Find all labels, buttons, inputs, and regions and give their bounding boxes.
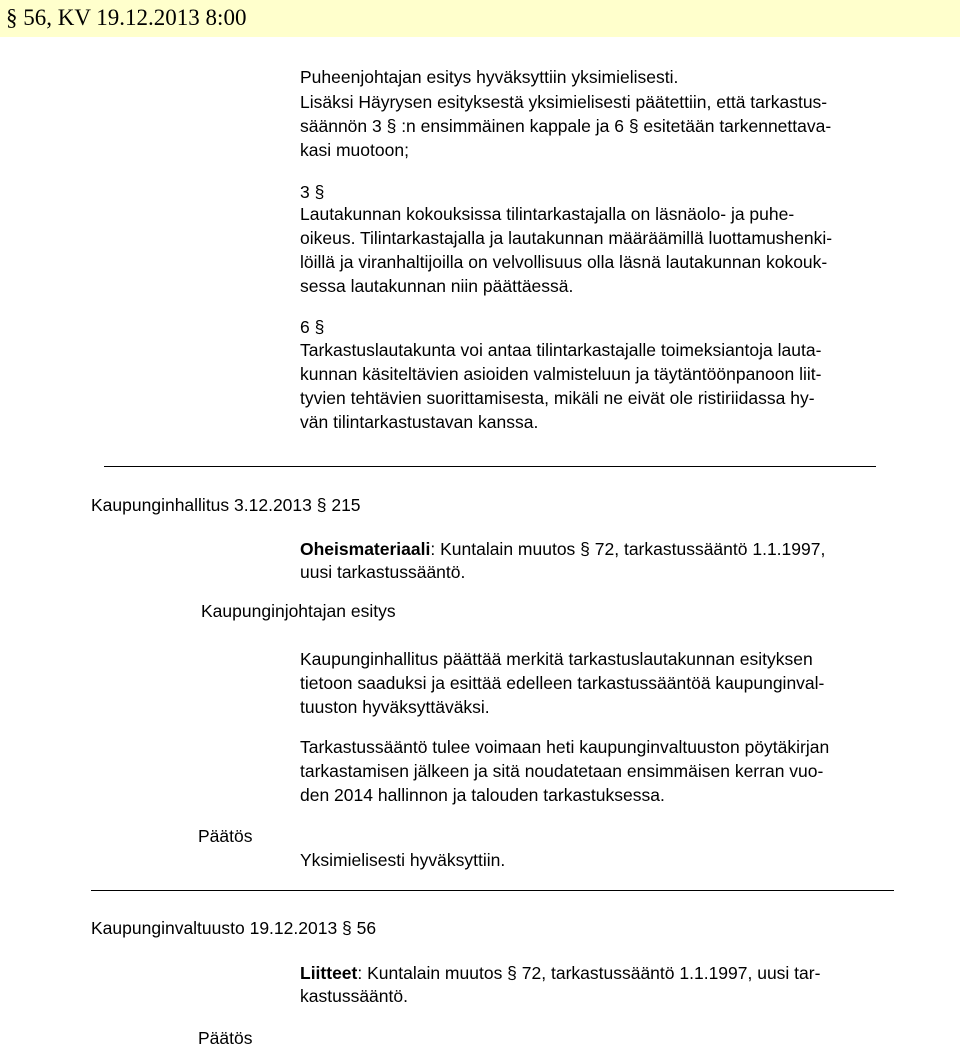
- section-6-line: tyvien tehtävien suorittamisesta, mikäli ne eivät ole ristiriidassa hy-: [300, 388, 815, 408]
- decision-label: Päätös: [198, 1028, 253, 1048]
- proposal-line: tietoon saaduksi ja esittää edelleen tarkastussääntöä kaupunginval-: [300, 673, 825, 693]
- attachments-line: kastussääntö.: [300, 986, 408, 1006]
- proposal-line: tuuston hyväksyttäväksi.: [300, 697, 490, 717]
- body-line: Lisäksi Häyrysen esityksestä yksimielisesti päätettiin, että tarkastus-: [300, 92, 828, 112]
- council-heading: Kaupunginvaltuusto 19.12.2013 § 56: [91, 918, 377, 938]
- proposal-label: Kaupunginjohtajan esitys: [201, 601, 396, 621]
- attachment-line: uusi tarkastussääntö.: [300, 562, 466, 582]
- attachments-line: [300, 962, 820, 984]
- proposal-line: Tarkastussääntö tulee voimaan heti kaupunginvaltuuston pöytäkirjan: [300, 737, 830, 757]
- section-6-heading: 6 §: [300, 317, 325, 337]
- section-6-line: kunnan käsiteltävien asioiden valmisteluun ja täytäntöönpanoon liit-: [300, 364, 822, 384]
- body-line: säännön 3 § :n ensimmäinen kappale ja 6 § esitetään tarkennettava-: [300, 116, 832, 136]
- decision-text: Yksimielisesti hyväksyttiin.: [300, 850, 506, 870]
- proposal-line: tarkastamisen jälkeen ja sitä noudatetaan ensimmäisen kerran vuo-: [300, 761, 824, 781]
- decision-label: Päätös: [198, 826, 253, 846]
- section-divider: [104, 466, 876, 467]
- proposal-line: Kaupunginhallitus päättää merkitä tarkastuslautakunnan esityksen: [300, 649, 813, 669]
- attachment-text: : Kuntalain muutos § 72, tarkastussääntö 1.1.1997,: [430, 539, 826, 559]
- section-divider: [91, 890, 894, 891]
- body-line: Puheenjohtajan esitys hyväksyttiin yksimielisesti.: [300, 67, 679, 87]
- attachments-label: Liitteet: [300, 963, 358, 983]
- section-3-line: oikeus. Tilintarkastajalla ja lautakunnan määräämillä luottamushenki-: [300, 228, 833, 248]
- section-3-line: Lautakunnan kokouksissa tilintarkastajalla on läsnäolo- ja puhe-: [300, 204, 795, 224]
- attachments-text: : Kuntalain muutos § 72, tarkastussääntö 1.1.1997, uusi tar-: [357, 963, 821, 983]
- proposal-line: den 2014 hallinnon ja talouden tarkastuksessa.: [300, 785, 665, 805]
- section-3-line: sessa lautakunnan niin päättäessä.: [300, 276, 574, 296]
- attachment-line: [300, 538, 825, 560]
- attachment-label: Oheismateriaali: [300, 539, 431, 559]
- section-6-line: Tarkastuslautakunta voi antaa tilintarkastajalle toimeksiantoja lauta-: [300, 340, 822, 360]
- body-line: kasi muotoon;: [300, 140, 409, 160]
- document-header: § 56, KV 19.12.2013 8:00: [6, 5, 247, 30]
- section-6-line: vän tilintarkastustavan kanssa.: [300, 412, 539, 432]
- board-heading: Kaupunginhallitus 3.12.2013 § 215: [91, 495, 361, 515]
- section-3-heading: 3 §: [300, 182, 325, 202]
- section-3-line: löillä ja viranhaltijoilla on velvollisuus olla läsnä lautakunnan kokouk-: [300, 252, 828, 272]
